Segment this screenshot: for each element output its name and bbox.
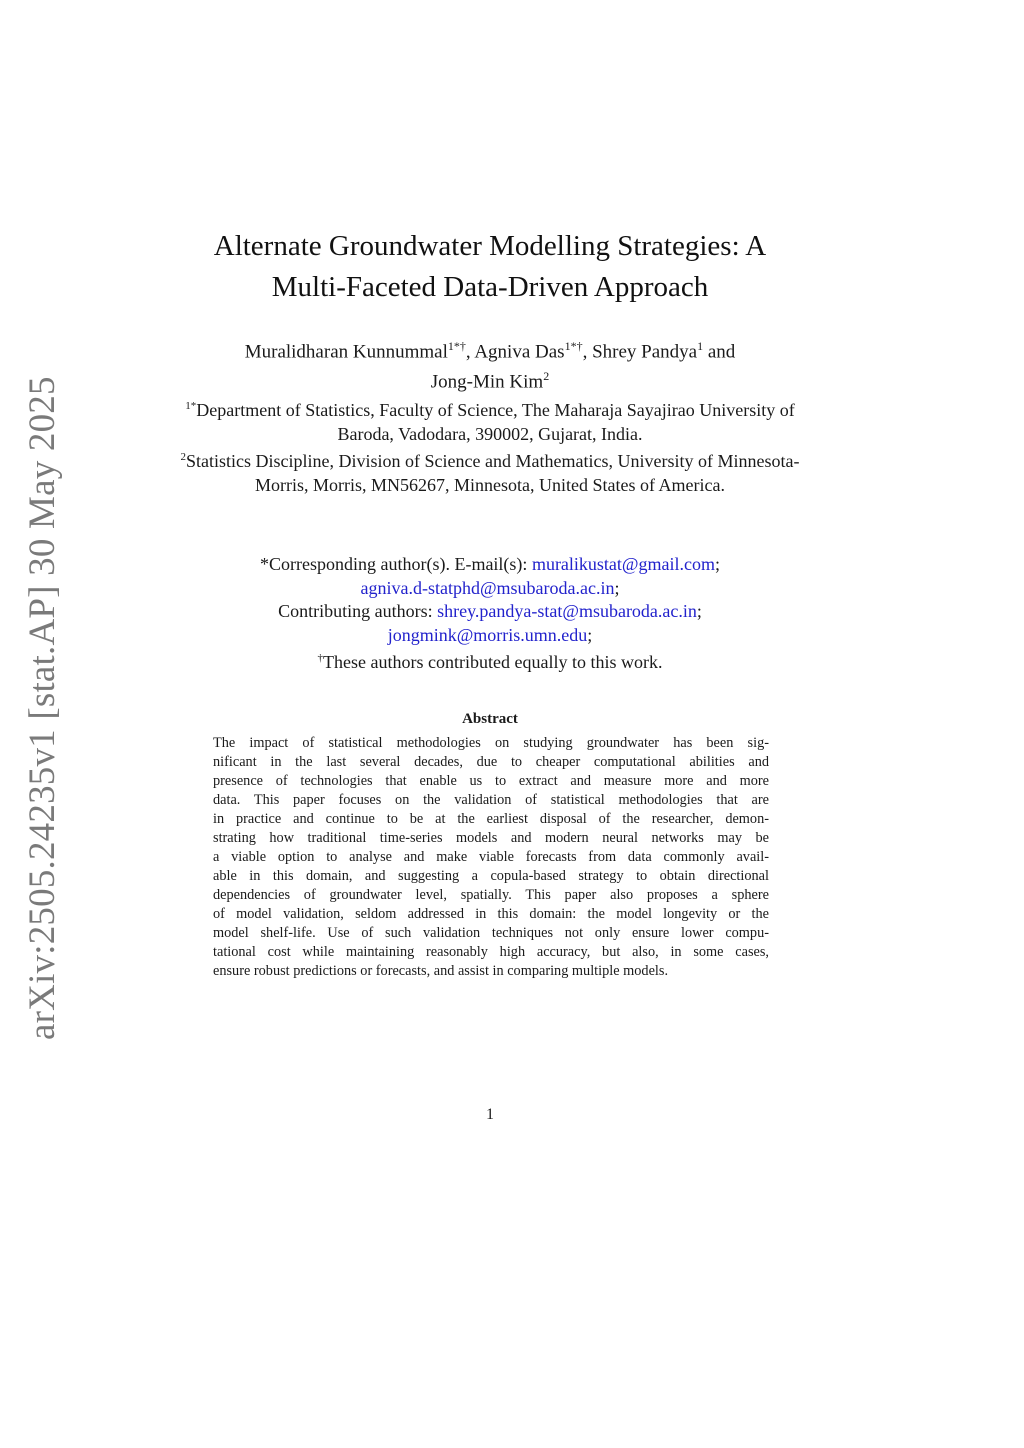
abstract-line: nificant in the last several decades, due to cheaper computational abilities and [213,754,769,770]
semicolon: ; [614,577,620,598]
affiliation-list [180,395,800,497]
email-link[interactable]: shrey.pandya-stat@msubaroda.ac.in [437,601,697,621]
semicolon: ; [714,554,720,574]
arxiv-identifier-stamp: arXiv:2505.24235v1 [stat.AP] 30 May 2025 [22,376,63,1040]
abstract-line: data. This paper focuses on the validation of statistical methodologies that are [213,792,769,808]
contributing-line [180,600,800,624]
author-name: Jong-Min Kim [430,371,544,393]
page-number: 1 [486,1106,494,1123]
abstract-line: dependencies of groundwater level, spatially. This paper also proposes a sphere [213,887,769,903]
corresponding-line [180,577,800,601]
affiliation-item [180,446,800,497]
abstract-line: tational cost while maintaining reasonably high accuracy, but also, in some cases, [213,944,769,960]
abstract-line: able in this domain, and suggesting a copula-based strategy to obtain directional [213,868,769,884]
abstract-line: presence of technologies that enable us to extract and measure more and more [213,773,769,789]
corresponding-line [180,553,800,577]
affiliation-text: Department of Statistics, Faculty of Science, The Maharaja Sayajirao University of Baroda, Vadodara, 390002, Gujarat, India. [196,400,795,444]
author-name: Agniva Das [474,341,565,363]
author-list [150,334,830,395]
email-link[interactable]: muralikustat@gmail.com [531,554,715,574]
contributing-line [180,624,800,648]
abstract-line: The impact of statistical methodologies on studying groundwater has been sig- [213,735,769,751]
paper-title-line-1: Alternate Groundwater Modelling Strategies: A [213,230,767,262]
abstract-line: strating how traditional time-series models and modern neural networks may be [213,830,769,846]
author-separator: , [465,341,475,363]
abstract-line: of model validation, seldom addressed in this domain: the model longevity or the [213,906,769,922]
author-affiliation-mark: 2 [543,369,550,384]
paper-title [150,226,830,308]
contributing-label: Contributing authors: [278,601,433,621]
author-name: Shrey Pandya [592,341,698,363]
abstract-heading: Abstract [462,711,518,727]
email-link[interactable]: agniva.d-statphd@msubaroda.ac.in [360,577,615,598]
abstract-body [213,734,769,981]
semicolon: ; [587,624,593,645]
author-affiliation-mark: 1*† [447,339,466,353]
author-separator: , [582,341,593,363]
corresponding-label: *Corresponding author(s). E-mail(s): [259,554,528,574]
abstract-line: in practice and continue to be at the earliest disposal of the researcher, demon- [213,811,769,827]
abstract-line: a viable option to analyse and make viable forecasts from data commonly avail- [213,849,769,865]
author-name: Muralidharan Kunnummal [244,341,448,363]
dagger-mark: † [317,652,324,664]
equal-contribution-text: These authors contributed equally to this work. [323,652,663,672]
semicolon: ; [696,601,702,621]
paper-title-line-2: Multi-Faceted Data-Driven Approach [271,271,709,303]
affiliation-item [180,395,800,446]
author-line-2 [150,364,830,394]
author-affiliation-mark: 1*† [564,339,583,353]
author-affiliation-mark: 1 [697,339,704,353]
author-separator: and [703,341,736,363]
correspondence-block [180,553,800,675]
affiliation-text: Statistics Discipline, Division of Science and Mathematics, University of Minnesota-Morris, Morris, MN56267, Minnesota, United States of America. [186,451,800,495]
affiliation-mark: 1* [185,400,197,412]
equal-contribution-note [180,647,800,675]
abstract-line: ensure robust predictions or forecasts, and assist in comparing multiple models. [213,963,669,979]
author-line-1 [150,334,830,364]
affiliation-mark: 2 [180,451,187,463]
email-link[interactable]: jongmink@morris.umn.edu [387,624,588,645]
abstract-line: model shelf-life. Use of such validation techniques not only ensure lower compu- [213,925,769,941]
